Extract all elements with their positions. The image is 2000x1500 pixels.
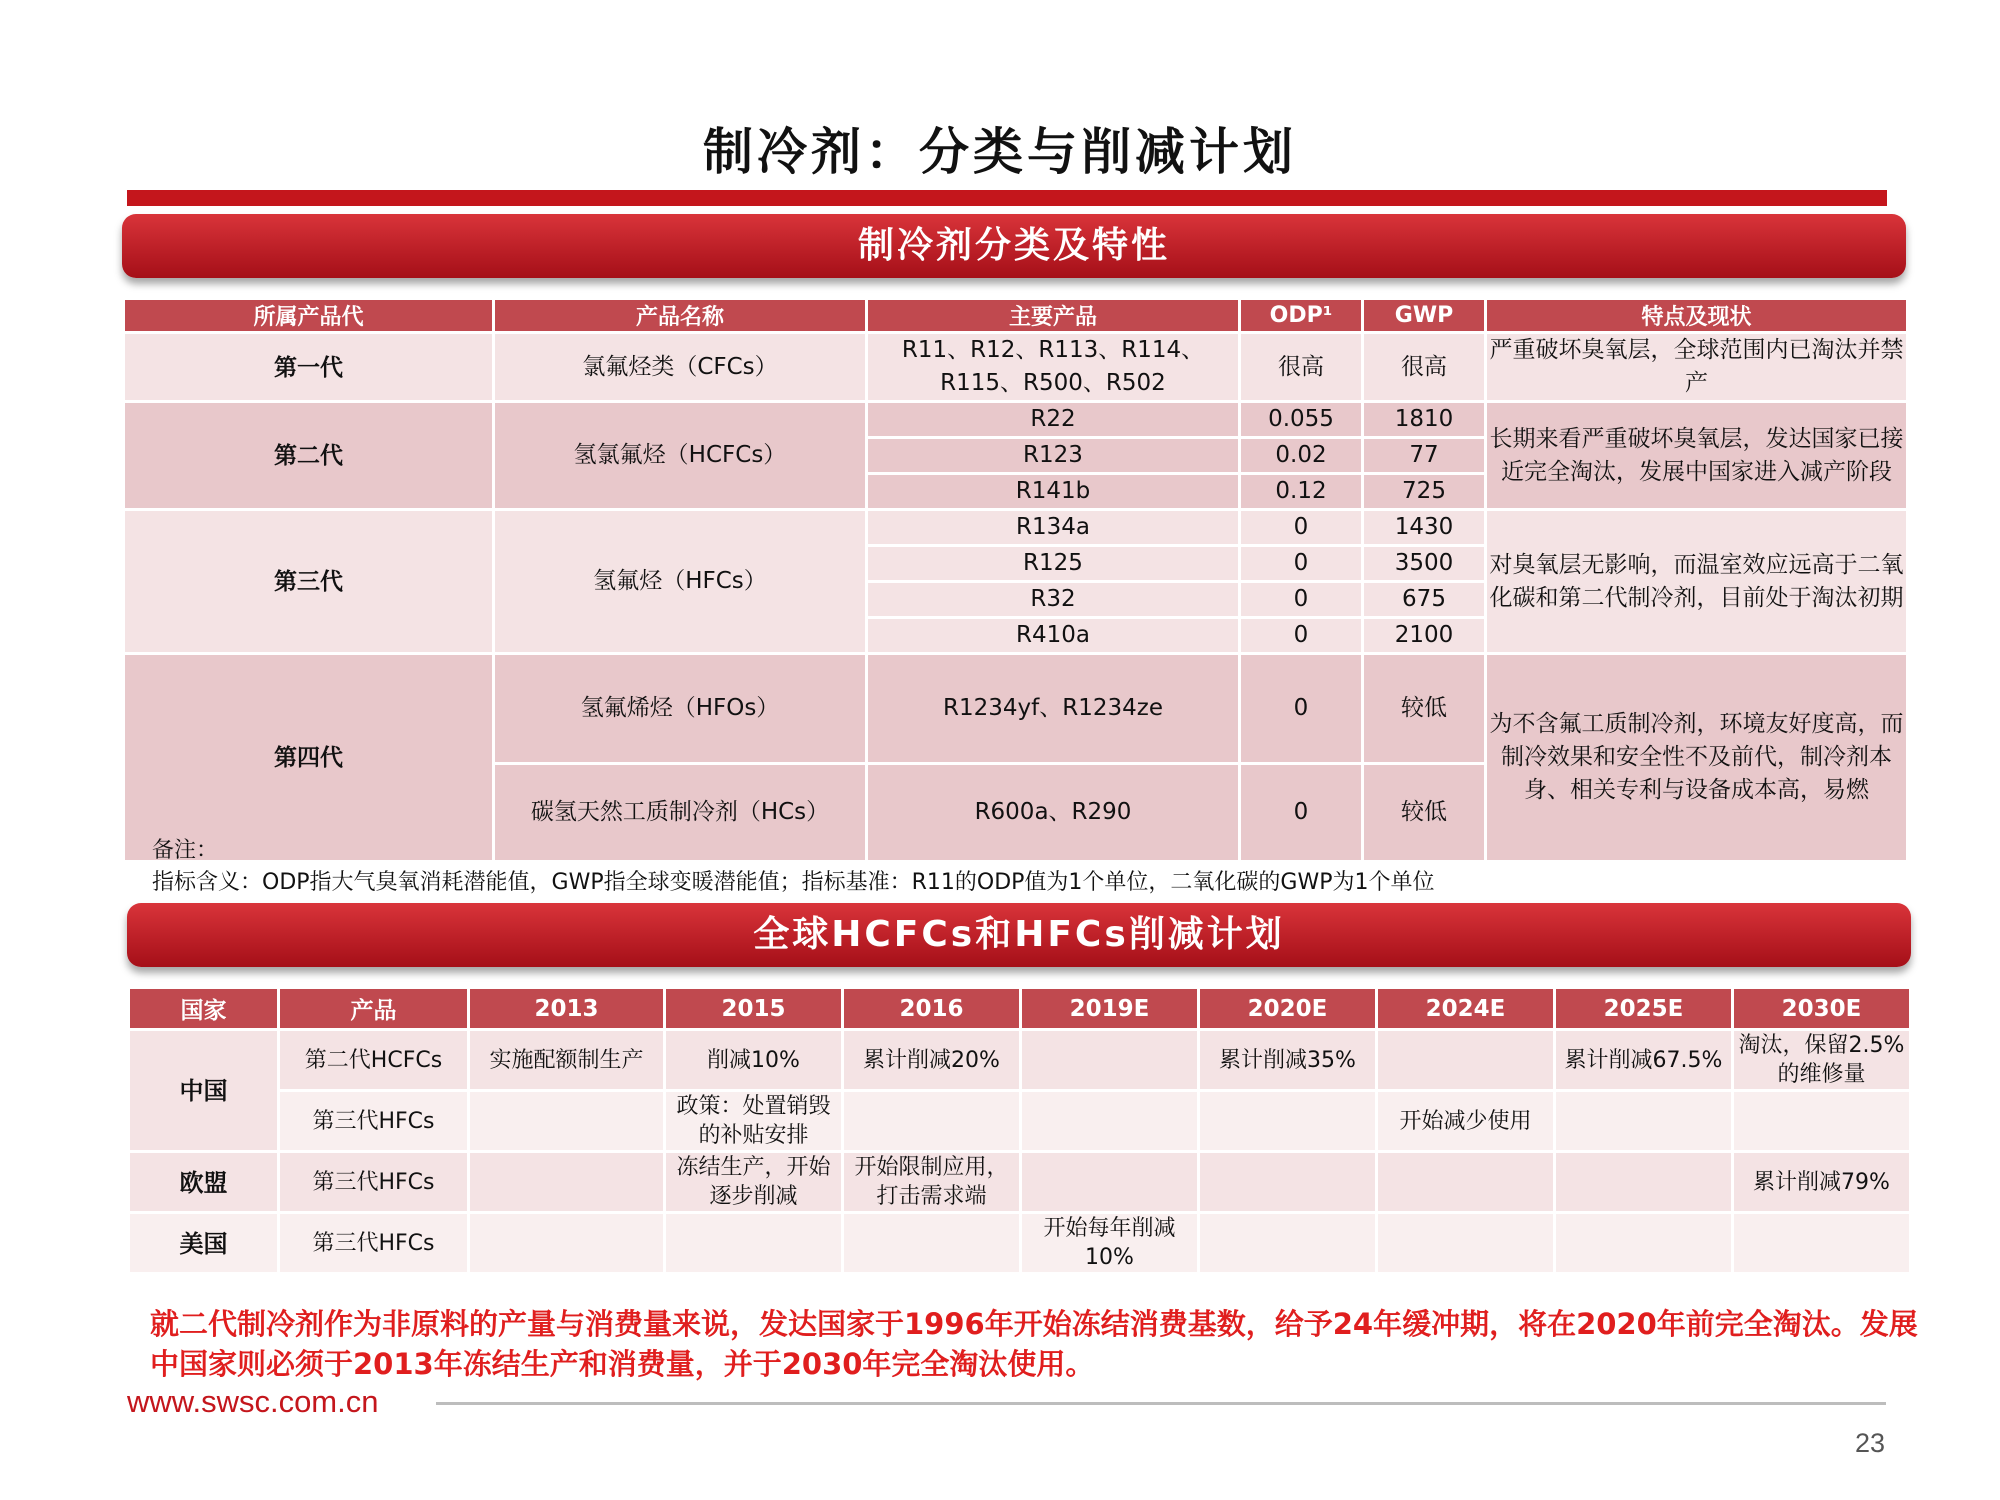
plan-cell: 开始减少使用	[1377, 1091, 1555, 1152]
country-cell: 中国	[129, 1030, 279, 1152]
country-cell: 美国	[129, 1213, 279, 1274]
col-header-product: 产品	[279, 988, 469, 1030]
page-title: 制冷剂：分类与削减计划	[703, 122, 1297, 181]
products-cell: R134a	[867, 510, 1240, 546]
odp-cell: 0	[1240, 654, 1363, 764]
plan-cell	[1021, 1152, 1199, 1213]
country-cell: 欧盟	[129, 1152, 279, 1213]
table-row	[129, 1152, 1911, 1213]
gwp-cell: 较低	[1363, 764, 1486, 862]
note-label: 备注：	[152, 838, 219, 863]
plan-cell: 累计削减35%	[1199, 1030, 1377, 1091]
table-row	[124, 333, 1908, 402]
col-header-2024e: 2024E	[1377, 988, 1555, 1030]
plan-cell	[469, 1091, 665, 1152]
feature-cell: 长期来看严重破坏臭氧层，发达国家已接近完全淘汰，发展中国家进入减产阶段	[1486, 402, 1908, 510]
product-name-cell: 氯氟烃类（CFCs）	[494, 333, 867, 402]
col-header-main-products: 主要产品	[867, 299, 1240, 333]
product-name-cell: 氢氯氟烃（HCFCs）	[494, 402, 867, 510]
table-row	[129, 1091, 1911, 1152]
plan-cell	[1021, 1091, 1199, 1152]
plan-cell: 淘汰，保留2.5%的维修量	[1733, 1030, 1911, 1091]
table-header-row	[124, 299, 1908, 333]
generation-cell: 第二代	[124, 402, 494, 510]
plan-cell: 累计削减67.5%	[1555, 1030, 1733, 1091]
generation-cell: 第三代	[124, 510, 494, 654]
products-cell: R410a	[867, 618, 1240, 654]
odp-cell: 0	[1240, 582, 1363, 618]
gwp-cell: 3500	[1363, 546, 1486, 582]
table-header-row	[129, 988, 1911, 1030]
title-divider	[127, 190, 1887, 206]
odp-cell: 0.12	[1240, 474, 1363, 510]
plan-cell: 累计削减20%	[843, 1030, 1021, 1091]
col-header-2015: 2015	[665, 988, 843, 1030]
reduction-plan-table	[127, 986, 1912, 1275]
col-header-2019e: 2019E	[1021, 988, 1199, 1030]
feature-cell: 对臭氧层无影响，而温室效应远高于二氧化碳和第二代制冷剂，目前处于淘汰初期	[1486, 510, 1908, 654]
table-notes	[152, 835, 1434, 899]
col-header-2020e: 2020E	[1199, 988, 1377, 1030]
plan-cell	[1555, 1152, 1733, 1213]
col-header-2013: 2013	[469, 988, 665, 1030]
plan-cell	[1021, 1030, 1199, 1091]
odp-cell: 0	[1240, 546, 1363, 582]
products-cell: R600a、R290	[867, 764, 1240, 862]
table-row	[124, 510, 1908, 546]
footer-website-link[interactable]: www.swsc.com.cn	[127, 1384, 379, 1419]
col-header-2025e: 2025E	[1555, 988, 1733, 1030]
col-header-2016: 2016	[843, 988, 1021, 1030]
product-cell: 第三代HFCs	[279, 1152, 469, 1213]
plan-cell: 实施配额制生产	[469, 1030, 665, 1091]
plan-cell: 冻结生产，开始逐步削减	[665, 1152, 843, 1213]
plan-cell	[1199, 1213, 1377, 1274]
generation-cell: 第一代	[124, 333, 494, 402]
plan-cell: 削减10%	[665, 1030, 843, 1091]
plan-cell: 政策：处置销毁的补贴安排	[665, 1091, 843, 1152]
plan-cell: 开始每年削减10%	[1021, 1213, 1199, 1274]
col-header-2030e: 2030E	[1733, 988, 1911, 1030]
summary-text: 就二代制冷剂作为非原料的产量与消费量来说，发达国家于1996年开始冻结消费基数，给予24年缓冲期，将在2020年前完全淘汰。发展中国家则必须于2013年冻结生产和消费量，并于2030年完全淘汰使用。	[150, 1307, 1918, 1381]
section-banner-reduction-plan: 全球HCFCs和HFCs削减计划	[127, 903, 1911, 967]
plan-cell	[1555, 1213, 1733, 1274]
gwp-cell: 725	[1363, 474, 1486, 510]
gwp-cell: 77	[1363, 438, 1486, 474]
plan-cell	[469, 1152, 665, 1213]
odp-cell: 0.055	[1240, 402, 1363, 438]
table-row	[124, 654, 1908, 764]
products-cell: R1234yf、R1234ze	[867, 654, 1240, 764]
products-cell: R11、R12、R113、R114、R115、R500、R502	[867, 333, 1240, 402]
gwp-cell: 1810	[1363, 402, 1486, 438]
plan-cell	[1555, 1091, 1733, 1152]
product-cell: 第三代HFCs	[279, 1213, 469, 1274]
odp-cell: 0	[1240, 510, 1363, 546]
plan-cell: 开始限制应用，打击需求端	[843, 1152, 1021, 1213]
plan-cell	[1733, 1091, 1911, 1152]
col-header-features: 特点及现状	[1486, 299, 1908, 333]
plan-cell	[843, 1091, 1021, 1152]
products-cell: R22	[867, 402, 1240, 438]
plan-cell	[843, 1213, 1021, 1274]
products-cell: R123	[867, 438, 1240, 474]
odp-cell: 0	[1240, 764, 1363, 862]
product-name-cell: 碳氢天然工质制冷剂（HCs）	[494, 764, 867, 862]
plan-cell	[1199, 1152, 1377, 1213]
col-header-odp: ODP¹	[1240, 299, 1363, 333]
product-name-cell: 氢氟烯烃（HFOs）	[494, 654, 867, 764]
products-cell: R125	[867, 546, 1240, 582]
products-cell: R141b	[867, 474, 1240, 510]
plan-cell	[469, 1213, 665, 1274]
plan-cell	[665, 1213, 843, 1274]
gwp-cell: 675	[1363, 582, 1486, 618]
note-text: 指标含义：ODP指大气臭氧消耗潜能值，GWP指全球变暖潜能值；指标基准：R11的ODP值为1个单位，二氧化碳的GWP为1个单位	[152, 870, 1435, 895]
gwp-cell: 2100	[1363, 618, 1486, 654]
plan-cell: 累计削减79%	[1733, 1152, 1911, 1213]
feature-cell: 严重破坏臭氧层，全球范围内已淘汰并禁产	[1486, 333, 1908, 402]
product-cell: 第三代HFCs	[279, 1091, 469, 1152]
odp-cell: 很高	[1240, 333, 1363, 402]
gwp-cell: 1430	[1363, 510, 1486, 546]
plan-cell	[1377, 1152, 1555, 1213]
col-header-generation: 所属产品代	[124, 299, 494, 333]
col-header-gwp: GWP	[1363, 299, 1486, 333]
generation-cell: 第四代	[124, 654, 494, 862]
plan-cell	[1733, 1213, 1911, 1274]
plan-cell	[1377, 1213, 1555, 1274]
footer-divider	[436, 1402, 1886, 1405]
product-name-cell: 氢氟烃（HFCs）	[494, 510, 867, 654]
products-cell: R32	[867, 582, 1240, 618]
feature-cell: 为不含氟工质制冷剂，环境友好度高，而制冷效果和安全性不及前代，制冷剂本身、相关专利与设备成本高，易燃	[1486, 654, 1908, 862]
table-row	[129, 1213, 1911, 1274]
page-number: 23	[1855, 1428, 1886, 1458]
gwp-cell: 较低	[1363, 654, 1486, 764]
plan-cell	[1199, 1091, 1377, 1152]
col-header-country: 国家	[129, 988, 279, 1030]
table-row	[124, 402, 1908, 438]
gwp-cell: 很高	[1363, 333, 1486, 402]
product-cell: 第二代HCFCs	[279, 1030, 469, 1091]
refrigerant-classification-table	[122, 297, 1909, 863]
odp-cell: 0.02	[1240, 438, 1363, 474]
table-row	[129, 1030, 1911, 1091]
plan-cell	[1377, 1030, 1555, 1091]
section-banner-classification: 制冷剂分类及特性	[122, 214, 1906, 278]
odp-cell: 0	[1240, 618, 1363, 654]
col-header-product-name: 产品名称	[494, 299, 867, 333]
